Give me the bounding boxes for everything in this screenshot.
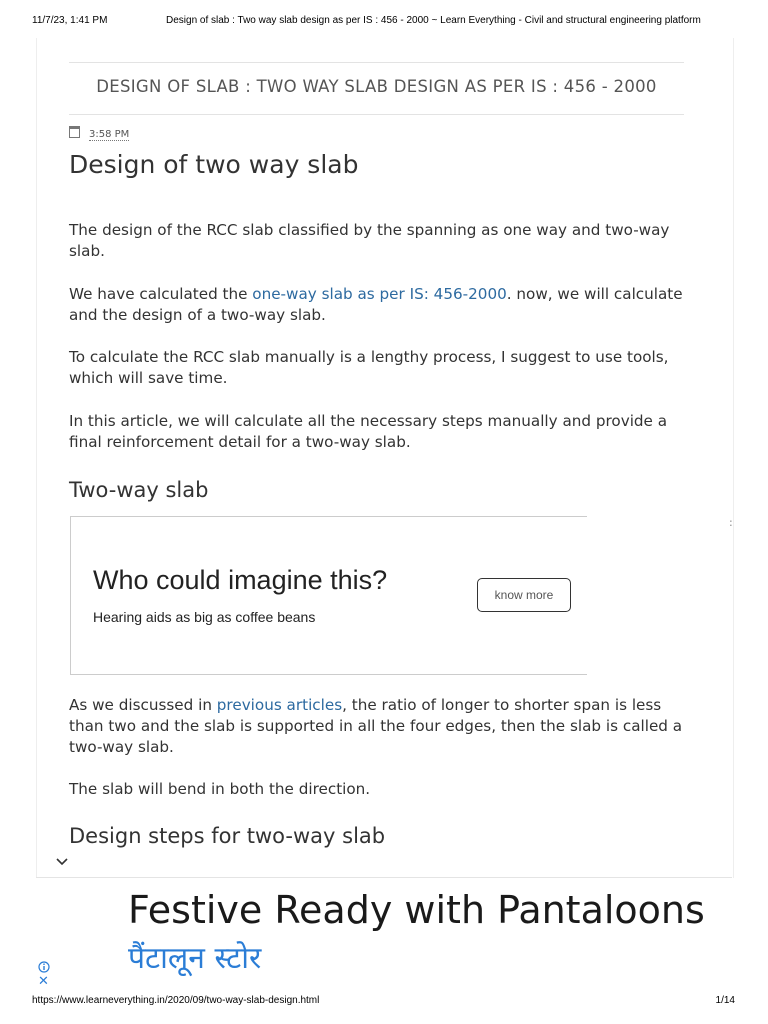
one-way-slab-link[interactable]: one-way slab as per IS: 456-2000 [252, 285, 507, 303]
post-title[interactable]: DESIGN OF SLAB : TWO WAY SLAB DESIGN AS PER IS : 456 - 2000 [96, 77, 657, 96]
ad-close-icon[interactable]: ✕ [38, 974, 49, 989]
ad-headline: Who could imagine this? [93, 565, 388, 595]
post-time[interactable]: 3:58 PM [89, 129, 130, 140]
heading-design-steps: Design steps for two-way slab [69, 824, 386, 848]
heading-two-way-slab: Two-way slab [69, 478, 209, 502]
banner-headline: Festive Ready with Pantaloons [128, 888, 705, 932]
side-marker: : [729, 516, 733, 529]
article-heading: Design of two way slab [69, 150, 359, 179]
paragraph-text: As we discussed in [69, 696, 217, 714]
paragraph-one-way-link [69, 284, 689, 326]
print-page-number: 1/14 [715, 995, 735, 1006]
bottom-banner-ad[interactable] [36, 877, 732, 990]
previous-articles-link[interactable]: previous articles [216, 696, 343, 714]
post-date-row [69, 126, 129, 140]
print-url: https://www.learneverything.in/2020/09/two-way-slab-design.html [32, 995, 320, 1006]
banner-subline-hindi: पैंटालून स्टोर [128, 941, 262, 976]
paragraph-text: , the ratio of longer to shorter span is less than two and the slab is supported in all the four edges, then the slab is called a two-way slab. [69, 696, 683, 756]
paragraph-intro: The design of the RCC slab classified by the spanning as one way and two-way slab. [69, 221, 670, 260]
paragraph-text: . now, we will calculate and the design of a two-way slab. [69, 285, 683, 324]
print-header [0, 15, 768, 31]
divider-bottom [69, 114, 684, 115]
chevron-down-icon[interactable] [56, 856, 68, 868]
paragraph-definition [69, 695, 689, 758]
paragraph-article: In this article, we will calculate all the necessary steps manually and provide a final reinforcement detail for a two-way slab. [69, 412, 668, 451]
divider-top [69, 62, 684, 63]
inline-advertisement[interactable] [70, 516, 587, 675]
print-page-title: Design of slab : Two way slab design as per IS : 456 - 2000 ~ Learn Everything - Civil and structural engineering platform [166, 15, 701, 26]
print-footer [0, 995, 768, 1011]
know-more-button[interactable]: know more [477, 578, 571, 612]
paragraph-bending: The slab will bend in both the direction. [69, 780, 371, 798]
paragraph-tools: To calculate the RCC slab manually is a lengthy process, I suggest to use tools, which will save time. [69, 348, 669, 387]
calendar-icon [69, 126, 80, 138]
print-datetime: 11/7/23, 1:41 PM [32, 15, 108, 26]
ad-info-icon[interactable] [38, 961, 50, 973]
ad-subline: Hearing aids as big as coffee beans [93, 609, 316, 625]
paragraph-text: We have calculated the [69, 285, 253, 303]
